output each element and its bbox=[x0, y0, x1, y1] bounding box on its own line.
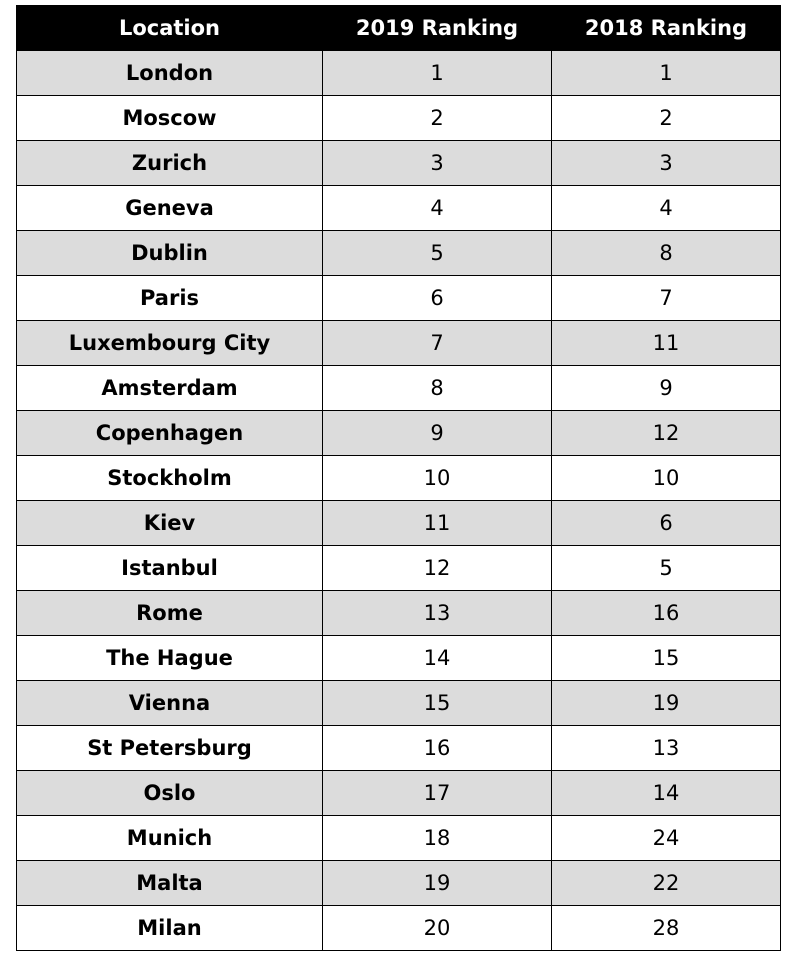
table-body bbox=[17, 51, 781, 951]
location-cell: Paris bbox=[17, 276, 323, 321]
table-row bbox=[17, 96, 781, 141]
rank-2018-cell: 8 bbox=[552, 231, 781, 276]
table-row bbox=[17, 816, 781, 861]
table-row bbox=[17, 906, 781, 951]
rank-2018-cell: 3 bbox=[552, 141, 781, 186]
rank-2018-cell: 13 bbox=[552, 726, 781, 771]
rank-2018-cell: 12 bbox=[552, 411, 781, 456]
table-row bbox=[17, 411, 781, 456]
rank-2019-cell: 17 bbox=[323, 771, 552, 816]
rank-2018-cell: 2 bbox=[552, 96, 781, 141]
rank-2019-cell: 13 bbox=[323, 591, 552, 636]
rank-2018-cell: 6 bbox=[552, 501, 781, 546]
table-row bbox=[17, 321, 781, 366]
rank-2019-cell: 5 bbox=[323, 231, 552, 276]
table-row bbox=[17, 366, 781, 411]
location-cell: Moscow bbox=[17, 96, 323, 141]
rank-2018-cell: 19 bbox=[552, 681, 781, 726]
rank-2018-cell: 10 bbox=[552, 456, 781, 501]
rank-2018-cell: 4 bbox=[552, 186, 781, 231]
rank-2019-cell: 7 bbox=[323, 321, 552, 366]
rank-2018-cell: 11 bbox=[552, 321, 781, 366]
table-row bbox=[17, 681, 781, 726]
rank-2019-cell: 9 bbox=[323, 411, 552, 456]
rank-2019-cell: 15 bbox=[323, 681, 552, 726]
rank-2019-cell: 11 bbox=[323, 501, 552, 546]
table-row bbox=[17, 726, 781, 771]
rank-2018-cell: 28 bbox=[552, 906, 781, 951]
rank-2019-cell: 14 bbox=[323, 636, 552, 681]
rank-2019-cell: 20 bbox=[323, 906, 552, 951]
header-row bbox=[17, 6, 781, 51]
column-header-2018-ranking: 2018 Ranking bbox=[552, 6, 781, 51]
location-cell: Munich bbox=[17, 816, 323, 861]
column-header-location: Location bbox=[17, 6, 323, 51]
location-cell: Malta bbox=[17, 861, 323, 906]
location-cell: Amsterdam bbox=[17, 366, 323, 411]
rank-2019-cell: 6 bbox=[323, 276, 552, 321]
rank-2019-cell: 16 bbox=[323, 726, 552, 771]
location-cell: London bbox=[17, 51, 323, 96]
table-row bbox=[17, 501, 781, 546]
rank-2018-cell: 24 bbox=[552, 816, 781, 861]
rank-2019-cell: 12 bbox=[323, 546, 552, 591]
table-row bbox=[17, 186, 781, 231]
rank-2019-cell: 2 bbox=[323, 96, 552, 141]
rank-2019-cell: 4 bbox=[323, 186, 552, 231]
table-row bbox=[17, 591, 781, 636]
location-cell: Geneva bbox=[17, 186, 323, 231]
rank-2018-cell: 5 bbox=[552, 546, 781, 591]
location-cell: Zurich bbox=[17, 141, 323, 186]
rank-2019-cell: 3 bbox=[323, 141, 552, 186]
rank-2018-cell: 1 bbox=[552, 51, 781, 96]
rank-2018-cell: 22 bbox=[552, 861, 781, 906]
table-row bbox=[17, 546, 781, 591]
table-row bbox=[17, 51, 781, 96]
rank-2018-cell: 7 bbox=[552, 276, 781, 321]
location-cell: Kiev bbox=[17, 501, 323, 546]
table-row bbox=[17, 771, 781, 816]
table-row bbox=[17, 276, 781, 321]
table-row bbox=[17, 636, 781, 681]
location-cell: Oslo bbox=[17, 771, 323, 816]
location-cell: Milan bbox=[17, 906, 323, 951]
location-cell: Vienna bbox=[17, 681, 323, 726]
table-row bbox=[17, 861, 781, 906]
rank-2019-cell: 10 bbox=[323, 456, 552, 501]
rank-2019-cell: 8 bbox=[323, 366, 552, 411]
location-cell: Rome bbox=[17, 591, 323, 636]
column-header-2019-ranking: 2019 Ranking bbox=[323, 6, 552, 51]
location-cell: St Petersburg bbox=[17, 726, 323, 771]
table-row bbox=[17, 141, 781, 186]
rank-2018-cell: 14 bbox=[552, 771, 781, 816]
location-cell: Stockholm bbox=[17, 456, 323, 501]
location-cell: Istanbul bbox=[17, 546, 323, 591]
location-cell: Dublin bbox=[17, 231, 323, 276]
rank-2019-cell: 1 bbox=[323, 51, 552, 96]
rank-2018-cell: 16 bbox=[552, 591, 781, 636]
ranking-table bbox=[16, 5, 781, 951]
rank-2018-cell: 9 bbox=[552, 366, 781, 411]
location-cell: Luxembourg City bbox=[17, 321, 323, 366]
rank-2019-cell: 19 bbox=[323, 861, 552, 906]
location-cell: Copenhagen bbox=[17, 411, 323, 456]
table-row bbox=[17, 231, 781, 276]
rank-2019-cell: 18 bbox=[323, 816, 552, 861]
location-cell: The Hague bbox=[17, 636, 323, 681]
rank-2018-cell: 15 bbox=[552, 636, 781, 681]
table-row bbox=[17, 456, 781, 501]
